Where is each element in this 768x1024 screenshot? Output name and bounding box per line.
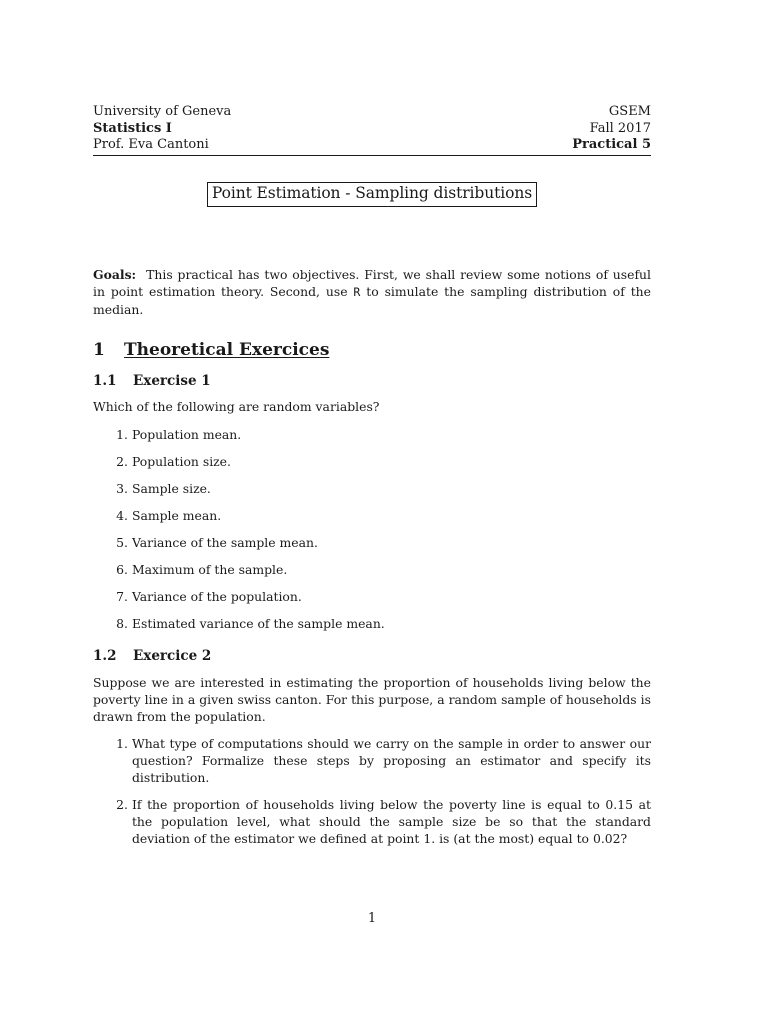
goals-label: Goals: bbox=[93, 266, 137, 282]
title-wrapper bbox=[93, 182, 651, 207]
university-name: University of Geneva bbox=[93, 104, 232, 119]
exercise2-intro: Suppose we are interested in estimating the proportion of households living below the poverty line in a given swiss canton. For this purpose, a random sample of households is drawn from the population. bbox=[93, 674, 651, 724]
section-title: Theoretical Exercices bbox=[124, 339, 330, 360]
exercise1-number: 1.1 bbox=[93, 372, 117, 389]
term: Fall 2017 bbox=[589, 120, 651, 136]
list-item: 5. Variance of the sample mean. bbox=[116, 534, 318, 550]
goals-text-after: to simulate the sampling distribution of the median. bbox=[93, 283, 651, 317]
list-item: 8. Estimated variance of the sample mean. bbox=[116, 615, 385, 631]
exercise1-list bbox=[93, 426, 651, 632]
document-title: Point Estimation - Sampling distributions bbox=[207, 182, 537, 207]
list-item: 1. Population mean. bbox=[116, 426, 242, 442]
list-item: 2. Population size. bbox=[116, 453, 231, 469]
section-number: 1 bbox=[93, 339, 105, 360]
header-row-2 bbox=[93, 121, 651, 138]
exercise2-heading bbox=[93, 648, 651, 665]
goals-code: R bbox=[353, 284, 361, 299]
goals-text-before: This practical has two objectives. First, we shall review some notions of useful in point estimation theory. Second, use bbox=[93, 266, 651, 299]
list-item: 4. Sample mean. bbox=[116, 507, 222, 523]
goals-paragraph bbox=[93, 266, 651, 318]
list-item: 1. What type of computations should we carry on the sample in order to answer our question? Formalize these steps by proposing an estimator and specify its distribution. bbox=[116, 735, 651, 785]
school-name: GSEM bbox=[608, 104, 651, 119]
list-item: 7. Variance of the population. bbox=[116, 588, 302, 604]
document-page bbox=[93, 104, 651, 847]
header-rule bbox=[93, 155, 651, 156]
header-row-3 bbox=[93, 137, 651, 154]
practical-number: Practical 5 bbox=[572, 137, 651, 152]
document-header bbox=[93, 104, 651, 156]
professor-name: Prof. Eva Cantoni bbox=[93, 137, 209, 152]
course-name: Statistics I bbox=[93, 120, 172, 136]
exercise2-list bbox=[93, 735, 651, 847]
page-number: 1 bbox=[367, 911, 377, 926]
exercise1-heading bbox=[93, 373, 651, 390]
exercise1-question: Which of the following are random variables? bbox=[93, 398, 380, 414]
exercise2-title: Exercice 2 bbox=[133, 647, 212, 664]
section-heading bbox=[93, 340, 651, 360]
header-row-1 bbox=[93, 104, 651, 121]
list-item: 3. Sample size. bbox=[116, 480, 211, 496]
list-item: 6. Maximum of the sample. bbox=[116, 561, 288, 577]
list-item: 2. If the proportion of households living below the poverty line is equal to 0.15 at the population level, what should the sample size be so that the standard deviation of the estimator we defined at point 1. is (at the most) equal to 0.02? bbox=[116, 796, 651, 846]
exercise2-number: 1.2 bbox=[93, 647, 117, 664]
exercise1-title: Exercise 1 bbox=[133, 372, 211, 389]
